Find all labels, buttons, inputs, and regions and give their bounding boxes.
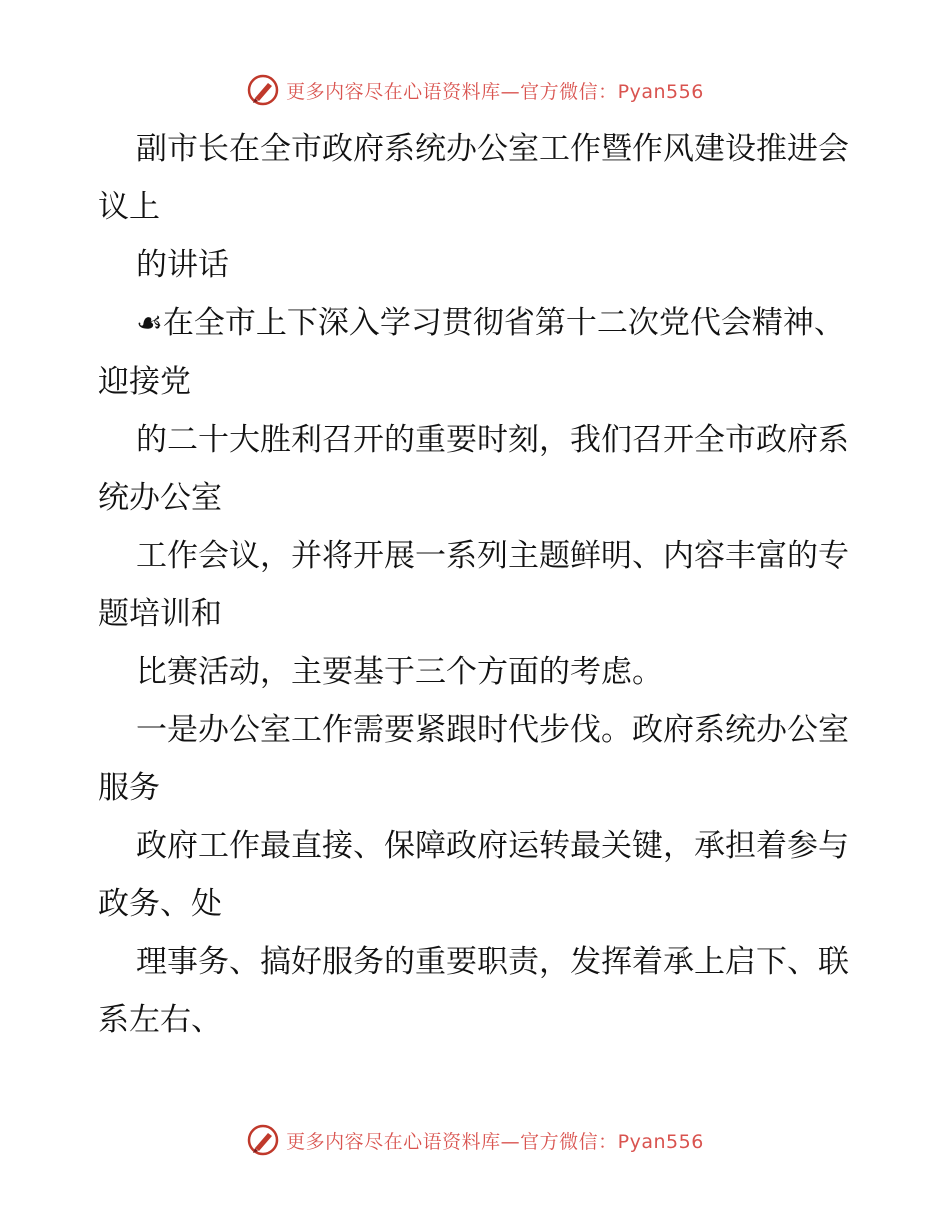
- paragraph-4: 工作会议，并将开展一系列主题鲜明、内容丰富的专题培训和: [98, 538, 849, 632]
- pen-logo-icon: [246, 73, 280, 107]
- fleuron-bullet-icon: ☙: [136, 306, 163, 341]
- watermark-text: 更多内容尽在心语资料库—官方微信：Pyan556: [286, 1130, 704, 1153]
- paragraph-title-line1: 副市长在全市政府系统办公室工作暨作风建设推进会议上: [98, 131, 849, 225]
- footer-watermark: [0, 1120, 950, 1160]
- document-body: [98, 120, 858, 1049]
- paragraph-title-line2: 的讲话: [136, 247, 229, 283]
- paragraph-8: 理事务、搞好服务的重要职责，发挥着承上启下、联系左右、: [98, 944, 849, 1038]
- watermark-text: 更多内容尽在心语资料库—官方微信：Pyan556: [286, 80, 704, 103]
- paragraph-3: 的二十大胜利召开的重要时刻，我们召开全市政府系统办公室: [98, 422, 849, 516]
- paragraph-intro-text: 在全市上下深入学习贯彻省第十二次党代会精神、迎接党: [98, 305, 845, 400]
- paragraph-intro: [98, 294, 858, 411]
- header-watermark: [0, 70, 950, 110]
- paragraph-5: 比赛活动，主要基于三个方面的考虑。: [136, 654, 663, 690]
- pen-logo-icon: [246, 1123, 280, 1157]
- paragraph-6: 一是办公室工作需要紧跟时代步伐。政府系统办公室服务: [98, 712, 849, 806]
- paragraph-7: 政府工作最直接、保障政府运转最关键，承担着参与政务、处: [98, 828, 849, 922]
